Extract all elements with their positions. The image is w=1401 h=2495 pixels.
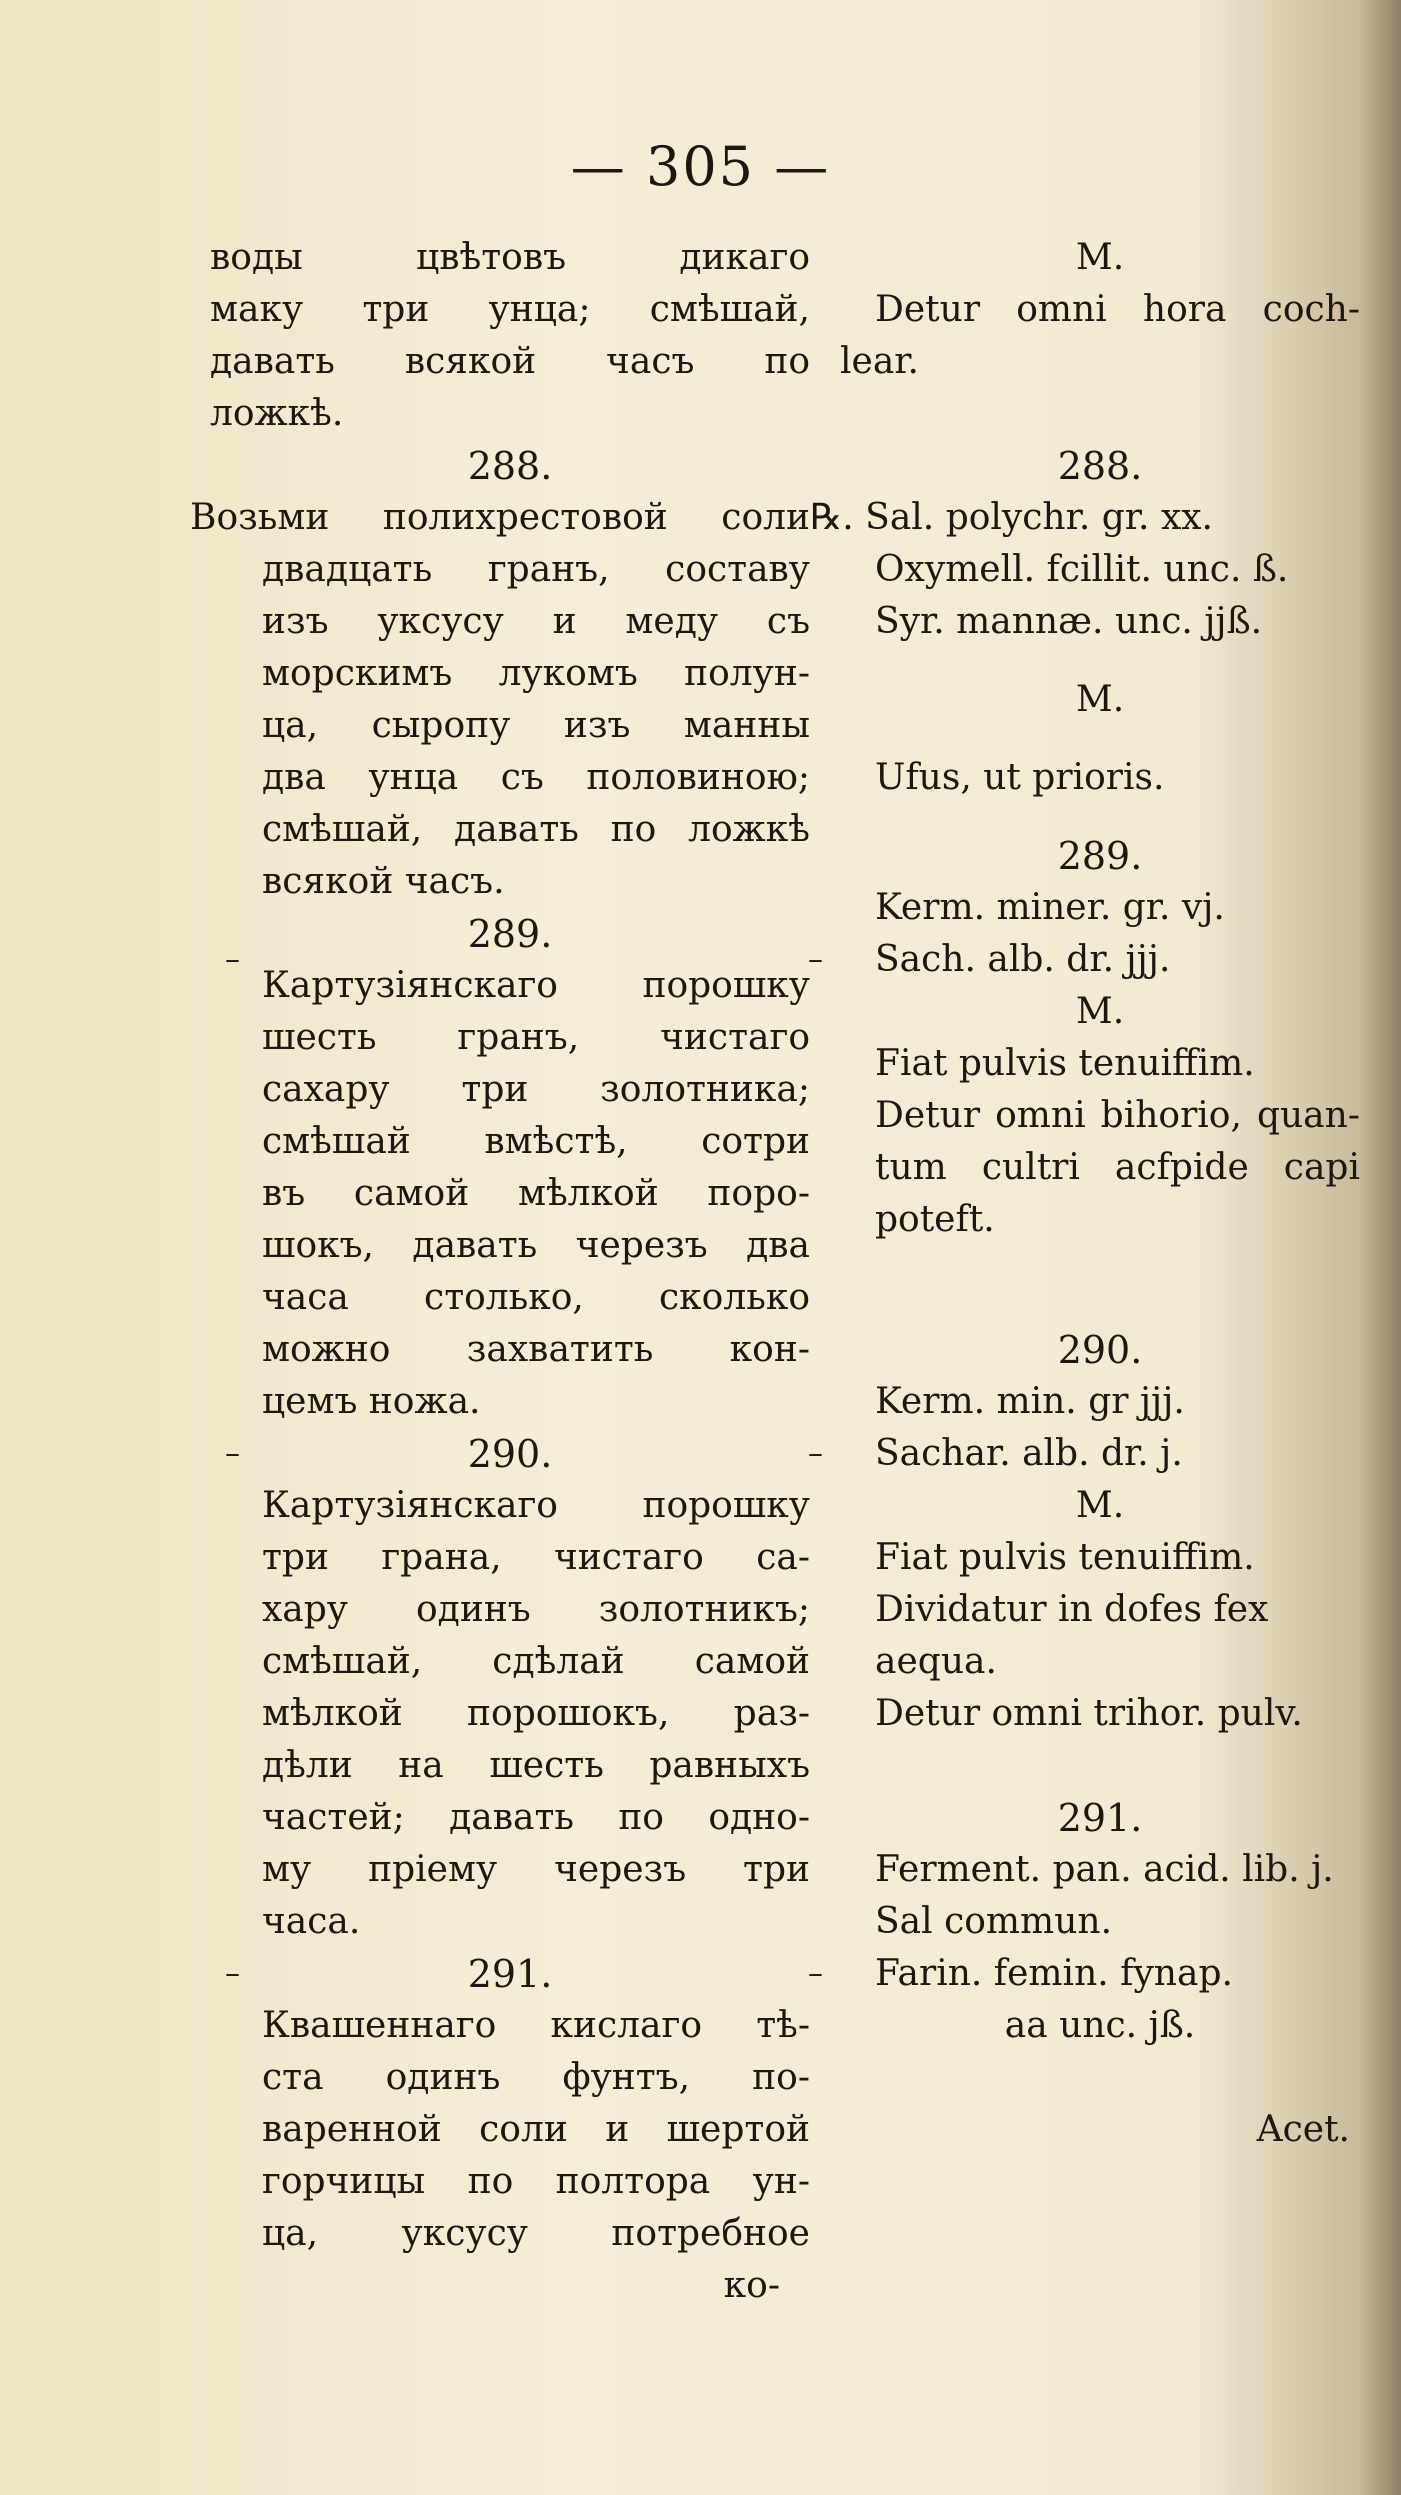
text-line: aa unc. jß. [1004,2005,1196,2046]
recipe-number-291: 291. [467,1952,553,1996]
text-line: маку три унца; смѣшай, [210,289,810,330]
margin-dash: – [225,1436,240,1471]
text-line: poteft. [875,1199,995,1240]
text-line: Detur omni hora coch- [875,289,1360,330]
margin-dash: – [225,942,240,977]
text-line: Картузіянскаго порошку [262,965,810,1006]
text-line: Sach. alb. dr. jjj. [875,939,1171,980]
text-line: Kerm. min. gr jjj. [875,1381,1185,1422]
text-line: Fiat pulvis tenuiffim. [875,1537,1255,1578]
text-line: горчицы по полтора ун- [262,2161,810,2202]
text-line: Sachar. alb. dr. j. [875,1433,1183,1474]
text-line-content: Sal. polychr. gr. xx. [865,497,1213,538]
text-line: смѣшай, давать по ложкѣ [262,809,810,850]
text-line: aequa. [875,1641,997,1682]
text-line: ца, уксусу потребное [262,2213,810,2254]
text-line: Syr. mannæ. unc. jjß. [875,601,1263,642]
catchword-left: ко- [723,2265,780,2306]
text-line: Fiat pulvis tenuiffim. [875,1043,1255,1084]
text-line: Kerm. miner. gr. vj. [875,887,1225,928]
recipe-number-290: 290. [467,1432,553,1476]
misce-mark: M. [1075,991,1125,1032]
recipe-symbol: ℞. [810,497,854,538]
text-line [810,492,1360,544]
text-line: воды цвѣтовъ дикаго [210,237,810,278]
text-line: ста одинъ фунтъ, по- [262,2057,810,2098]
text-line: цемъ ножа. [262,1381,481,1422]
text-line: изъ уксусу и меду съ [262,601,810,642]
column-dash: – [808,942,823,977]
recipe-number-288: 288. [467,444,553,488]
text-line: Oxymell. fcillit. unc. ß. [875,549,1289,590]
recipe-number-288: 288. [1057,444,1143,488]
recipe-number-289: 289. [1057,834,1143,878]
text-line: два унца съ половиною; [262,757,810,798]
text-line: мѣлкой порошокъ, раз- [262,1693,810,1734]
text-line: Возьми полихрестовой соли [190,497,810,538]
text-line: давать всякой часъ по [210,341,810,382]
text-line: можно захватить кон- [262,1329,810,1370]
russian-column [190,232,810,2312]
text-line: въ самой мѣлкой поро- [262,1173,810,1214]
text-line: часа. [262,1901,361,1942]
text-line: варенной соли и шертой [262,2109,810,2150]
text-line: Detur omni bihorio, quan- [875,1095,1360,1136]
catchword-right: Acet. [1256,2109,1350,2150]
text-line: ца, сыропу изъ манны [262,705,810,746]
margin-dash: – [225,1956,240,1991]
text-line: lear. [840,341,919,382]
text-line: шокъ, давать черезъ два [262,1225,810,1266]
text-line: шесть гранъ, чистаго [262,1017,810,1058]
text-line: Картузіянскаго порошку [262,1485,810,1526]
text-line: Ferment. pan. acid. lib. j. [875,1849,1334,1890]
text-line: сахару три золотника; [262,1069,810,1110]
text-line: смѣшай, сдѣлай самой [262,1641,810,1682]
text-line: Квашеннаго кислаго тѣ- [262,2005,810,2046]
latin-column [810,232,1360,2156]
text-line: Dividatur in dofes fex [875,1589,1269,1630]
misce-mark: M. [1075,237,1125,278]
misce-mark: M. [1075,679,1125,720]
text-line: частей; давать по одно- [262,1797,810,1838]
recipe-number-289: 289. [467,912,553,956]
text-line: хару одинъ золотникъ; [262,1589,810,1630]
text-line: Sal commun. [875,1901,1113,1942]
text-line: tum cultri acfpide capi [875,1147,1360,1188]
page-number: — 305 — [570,135,831,198]
text-line: Detur omni trihor. pulv. [875,1693,1303,1734]
text-line: морскимъ лукомъ полун- [262,653,810,694]
column-dash: – [808,1436,823,1471]
recipe-number-291: 291. [1057,1796,1143,1840]
text-line: всякой часъ. [262,861,505,902]
text-line: ложкѣ. [210,393,344,434]
column-dash: – [808,1956,823,1991]
misce-mark: M. [1075,1485,1125,1526]
text-line: двадцать гранъ, составу [262,549,810,590]
text-line: три грана, чистаго са- [262,1537,810,1578]
text-line: дѣли на шесть равныхъ [262,1745,810,1786]
text-line: Farin. femin. fynap. [875,1953,1233,1994]
text-line: часа столько, сколько [262,1277,810,1318]
text-line: му пріему черезъ три [262,1849,810,1890]
text-line: Ufus, ut prioris. [875,757,1165,798]
recipe-number-290: 290. [1057,1328,1143,1372]
text-line: смѣшай вмѣстѣ, сотри [262,1121,810,1162]
